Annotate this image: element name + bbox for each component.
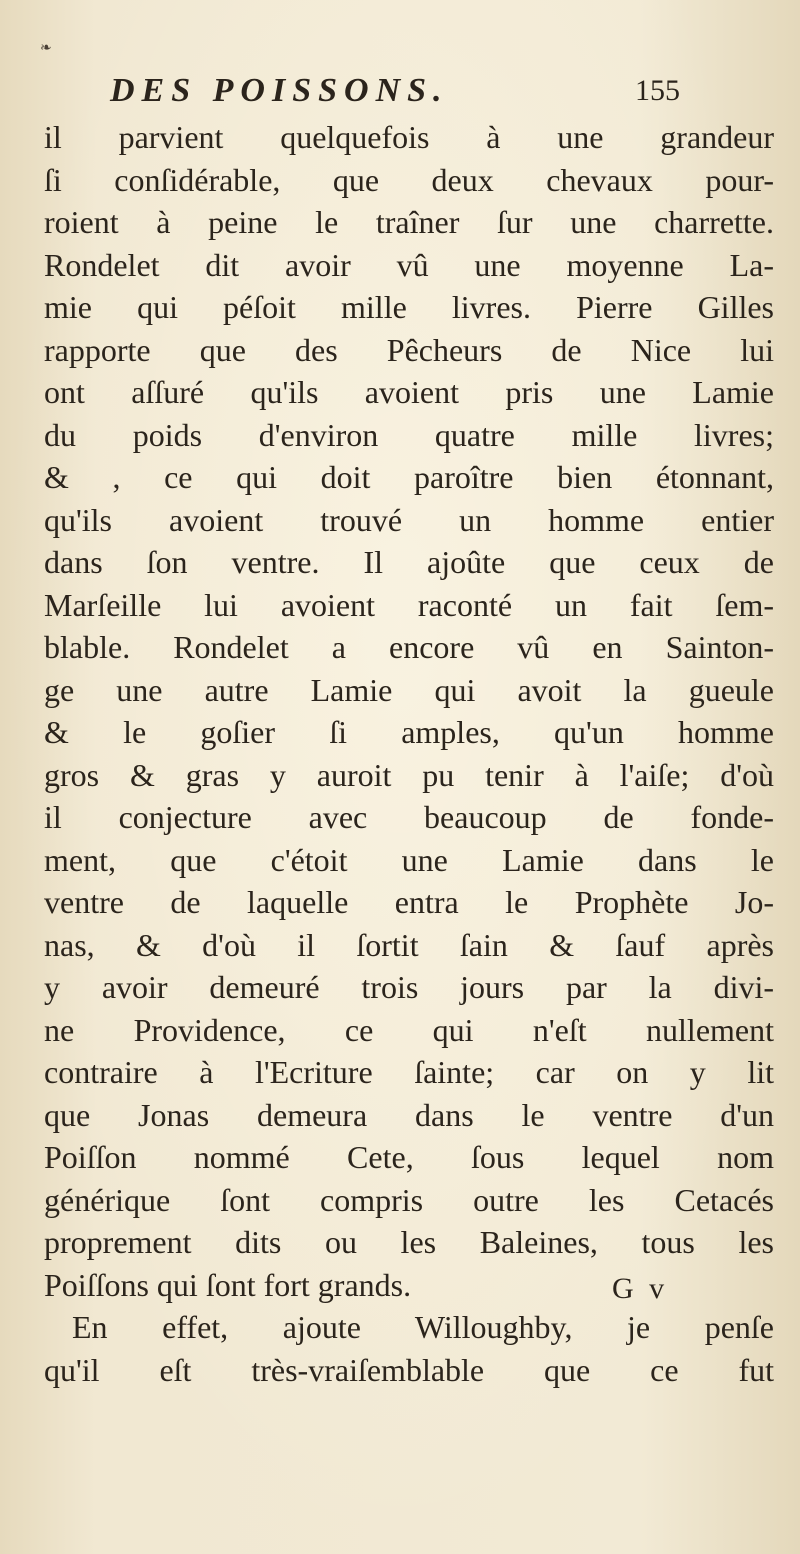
text-line: roient à peine le traîner ſur une charrette. [44,204,774,240]
text-line: ſi conſidérable, que deux chevaux pour- [44,161,774,198]
text-line: qu'ils avoient trouvé un homme entier [44,501,774,538]
catchword: G v [612,1272,669,1305]
text-line: nas, & d'où il ſortit ſain & ſauf après [44,926,774,963]
text-line: En effet, ajoute Willoughby, je penſe [72,1309,774,1345]
text-line: générique ſont compris outre les Cetacés [44,1181,774,1218]
text-line: ont aſſuré qu'ils avoient pris une Lamie [44,374,774,410]
text-line: ment, que c'étoit une Lamie dans le [44,841,774,878]
text-line: ventre de laquelle entra le Prophète Jo- [44,884,774,920]
text-line: Poiſſon nommé Cete, ſous lequel nom [44,1139,774,1175]
text-line: ne Providence, ce qui n'eſt nullement [44,1011,774,1048]
text-line: qu'il eſt très-vraiſemblable que ce fut [44,1351,774,1388]
text-line: il parvient quelquefois à une grandeur [44,119,774,155]
text-line: gros & gras y auroit pu tenir à l'aiſe; d'où [44,756,774,793]
text-line: contraire à l'Ecriture ſainte; car on y lit [44,1054,774,1090]
body-text [44,116,774,1391]
running-title: DES POISSONS. [110,72,449,109]
text-line: & le goſier ſi amples, qu'un homme [44,714,774,750]
text-line: proprement dits ou les Baleines, tous les [44,1224,774,1260]
page-number: 155 [635,74,680,107]
text-line: que Jonas demeura dans le ventre d'un [44,1096,774,1133]
text-line: y avoir demeuré trois jours par la divi- [44,969,774,1005]
text-line: mie qui péſoit mille livres. Pierre Gilles [44,289,774,325]
text-line: du poids d'environ quatre mille livres; [44,416,774,453]
text-line: Marſeille lui avoient raconté un fait ſem- [44,586,774,623]
text-line: ge une autre Lamie qui avoit la gueule [44,671,774,708]
text-line: rapporte que des Pêcheurs de Nice lui [44,331,774,368]
running-head [100,72,680,112]
text-line: dans ſon ventre. Il ajoûte que ceux de [44,544,774,580]
text-line: il conjecture avec beaucoup de fonde- [44,799,774,835]
text-line: Poiſſons qui ſont fort grands. [44,1266,412,1303]
text-line: Rondelet dit avoir vû une moyenne La- [44,246,774,283]
text-line: & , ce qui doit paroître bien étonnant, [44,459,774,495]
corner-mark: ❧ [40,40,52,56]
text-line: blable. Rondelet a encore vû en Sainton- [44,629,774,665]
